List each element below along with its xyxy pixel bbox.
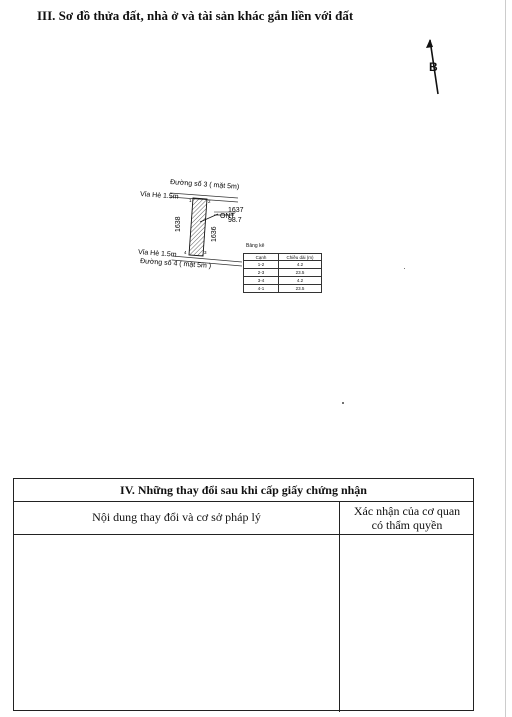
road-top-line-1 [170,193,238,198]
land-type: ONT [220,213,235,220]
sidewalk-bottom-label: Vỉa Hè 1.5m [137,249,177,259]
changes-section [13,478,474,711]
table-cell: 4.2 [279,261,322,269]
scan-speck [404,268,405,269]
table-row [244,285,322,293]
table-header-cell: Chiều dài (m) [279,254,322,261]
north-label: B [429,60,438,74]
sidewalk-top-label: Vỉa Hè 1.5m [139,191,179,201]
section-4-title: IV. Những thay đổi sau khi cấp giấy chứng nhận [14,479,473,502]
section-3-title: III. Sơ đồ thửa đất, nhà ở và tài sản khác gắn liền với đất [37,8,354,23]
vertex-2: 2 [208,199,211,204]
neighbor-left: 1638 [175,216,182,232]
neighbor-right: 1636 [211,226,218,242]
parcel-number: 1637 [228,207,244,214]
table-header-cell: Cạnh [244,254,279,261]
authority-header-line-2: có thẩm quyền [371,518,443,532]
parcel-area: 98.7 [228,217,242,224]
authority-header-line-1: Xác nhận của cơ quan [353,504,461,518]
table-cell: 1-2 [244,261,279,269]
vertex-4: 4 [184,250,187,255]
changes-content-header: Nội dung thay đổi và cơ sở pháp lý [14,501,340,534]
parcel-shape [189,198,207,256]
table-row [244,261,322,269]
table-cell: 2-3 [244,269,279,277]
scan-speck [342,402,344,404]
column-divider [339,534,340,712]
table-row [244,277,322,285]
table-cell: 3-4 [244,277,279,285]
table-cell: 4-1 [244,285,279,293]
vertex-3: 3 [204,250,207,255]
road-bottom-label: Đường số 4 ( mặt 5m ) [139,258,212,270]
road-top-label: Đường số 3 ( mặt 5m) [169,179,240,191]
section-4-header-row [14,501,473,535]
table-header-row [244,254,322,261]
table-row [244,269,322,277]
scan-edge [505,0,506,717]
table-cell: 23.5 [279,285,322,293]
edge-length-table [243,253,322,293]
edge-table-title: Bảng kê [246,243,265,249]
table-cell: 4.2 [279,277,322,285]
authority-confirmation-header [340,504,474,532]
vertex-1: 1 [189,198,192,203]
table-cell: 23.5 [279,269,322,277]
